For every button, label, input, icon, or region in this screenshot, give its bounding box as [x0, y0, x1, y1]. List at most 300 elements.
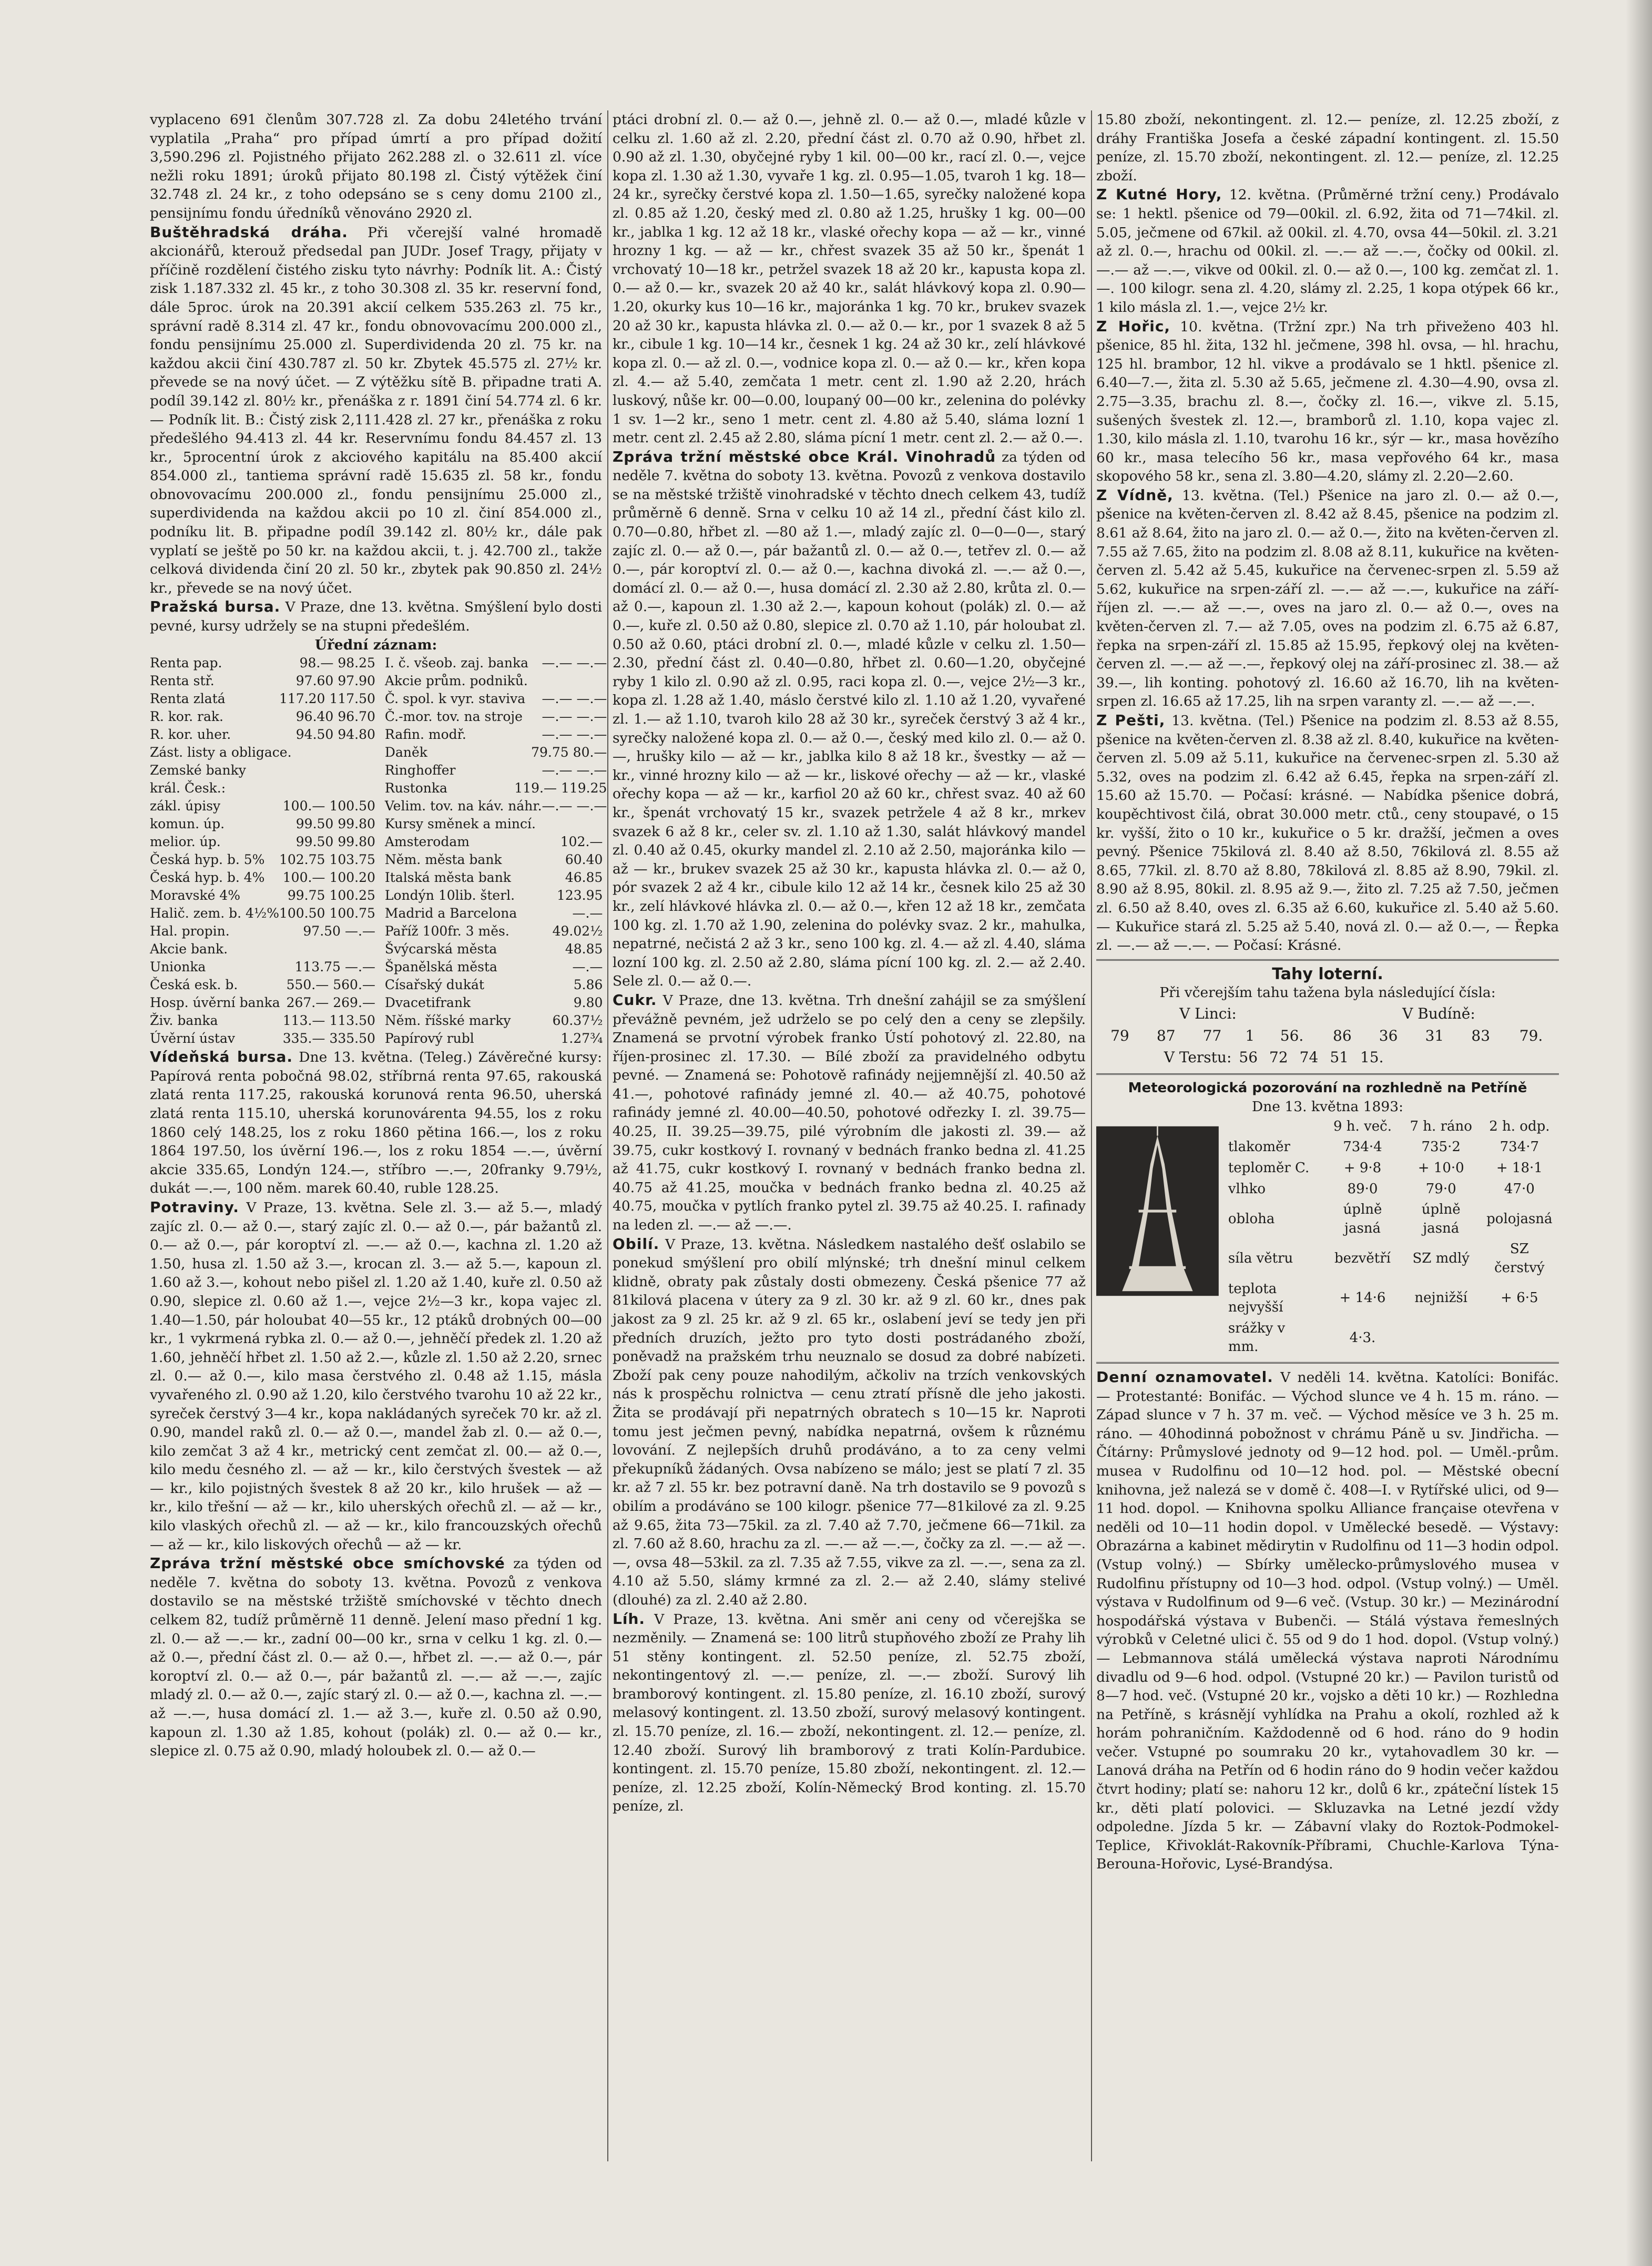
article-obilí: [613, 1235, 1086, 1610]
section-heading: Pražská bursa.: [150, 598, 281, 616]
meteo-corner: [1224, 1116, 1323, 1137]
exchange-row: [385, 672, 607, 690]
exchange-row: [385, 708, 607, 726]
divider: [1096, 1073, 1559, 1075]
security-name: melior. úp.: [150, 834, 221, 850]
security-prices: [603, 815, 607, 833]
article-text: Při včerejší valné hromadě akcionářů, kterouž předsedal pan JUDr. Josef Tragy, přijaty v příčině rozdělení čistého zisku tyto návrhy: Podník lit. A.: Čistý zisk 1.187.332 zl. 45 kr., z toho 30.308 zl. 35 kr. reservní fond, dále 5proc. úrok na 20.391 akcií celkem 535.263 zl. 75 kr., správní radě 8.314 zl. 47 kr., fondu obnovovacímu 200.000 zl., fondu pensijnímu 25.000 zl. Superdividenda 20 zl. 75 kr. na každou akcii činí 430.787 zl. 50 kr. Zbytek 45.575 zl. 27½ kr. převede se na nový účet. — Z výtěžku sítě B. připadne trati A. podíl 39.142 zl. 80½ kr., přenáška z r. 1891 činí 54.774 zl. 6 kr. — Podník lit. B.: Čistý zisk 2,111.428 zl. 27 kr., přenáška z roku předešlého 94.413 zl. 44 kr. Reservnímu fondu 84.457 zl. 13 kr., 5procentní úrok z akciového kapitálu na 85.400 akcií 854.000 zl., tantiema správní radě 15.635 zl. 58 kr., fondu obnovovacímu 200.000 zl., fondu pensijnímu 25.000 zl., superdividenda na každou akcii po 10 zl. činí 854.000 zl., podníku lit. B. připadne podíl 39.142 zl. 80½ kr., dále pak vyplatí se ještě po 50 kr. na každou akcii, t. j. 42.700 zl., takže celková dividenda činí 20 zl. 50 kr., zbytek pak 90.850 zl. 24½ kr., převede se na nový účet.: [150, 224, 603, 596]
security-prices: [603, 672, 607, 690]
price-bid: 60.37½: [552, 1013, 603, 1029]
security-prices: [565, 940, 607, 958]
security-name: Paříž 100fr. 3 měs.: [384, 923, 509, 939]
exchange-row: [150, 815, 375, 833]
security-prices: [561, 1030, 607, 1048]
security-name: Kursy směnek a mincí.: [384, 816, 536, 832]
price-bid: 99.75: [287, 888, 325, 903]
lottery-number: 15.: [1360, 1049, 1384, 1066]
price-bid: 102.—: [560, 834, 603, 850]
meteo-table: [1224, 1116, 1559, 1358]
price-bid: 100.—: [282, 798, 325, 814]
price-ask: 98.25: [338, 655, 375, 671]
article-text: V Praze, dne 13. května. Smýšlení bylo dosti pevné, kursy udržely se na stupni předešlém.: [150, 599, 602, 635]
exchange-row: [150, 869, 375, 887]
article-text: V neděli 14. května. Katolíci: Bonifác. — Protestanté: Bonifác. — Východ slunce ve 4 h. 15 m. ráno. — Západ slunce v 7 h. 37 m. več. — Východ měsíce ve 3 h. 25 m. ráno. — 40hodinná pobožnost v chrámu Páně u sv. Jindřicha. — Čítárny: Průmyslové jednoty od 9—12 hod. pol. — Uměl.-prům. musea v Rudolfinu od 10—12 hod. pol. — Městské obecní knihovna, jež nalezá se v domě č. 408—I. v Rytířské ulici, od 9—11 hod. dopol. — Knihovna spolku Alliance française otevřena v neděli od 10—11 hodin dopol. v Umělecké besedě. — Výstavy: Obrazárna a kabinet mědirytin v Rudolfinu od 11—3 hodin odpol. (Vstup volný.) — Sbírky umělecko-průmyslového musea v Rudolfinu přístupny od 10—3 hod. odpol. (Vstup volný.) — Uměl. výstava v Rudolfinum od 9—6 več. (Vstup. 30 kr.) — Mezinárodní hospodářská výstava v Bubenči. — Stálá výstava řemeslných výrobků v Celetné ulici č. 55 od 9 do 1 hod. dopol. (Vstup volný.) — Lebmannova stálá umělecká výstava naproti Národnímu divadlu od 9—6 hod. odpol. (Vstupné 20 kr.) — Pavilon turistů od 8—7 hod. več. (Vstupné 20 kr., vojsko a děti 10 kr.) — Rozhledna na Petříně, s krásnějí vyhlídka na Prahu a okolí, rozhled až k horám pohraničním. Každodenně od 6 hod. ráno do 9 hodin večer. Vstupné po soumraku 20 kr., vytahovadlem 30 kr. — Lanová dráha na Petřín od 6 hodin ráno do 9 hodin večer každou čtvrt hodiny; platí se: nahoru 12 kr., dolů 6 kr., zpáteční lístek 15 kr., děti platí polovici. — Skluzavka na Letné jezdí vždy odpoledne. Jízda 5 kr. — Zábavní vlaky do Roztok-Podmokel-Teplice, Křivoklát-Rakovník-Příbrami, Chuchle-Karlova Týna-Berouna-Hořovic, Lysé-Brandýsa.: [1096, 1369, 1559, 1873]
exchange-row: [385, 958, 607, 976]
security-name: Renta stř.: [150, 673, 215, 689]
security-prices: [557, 887, 607, 905]
price-bid: 117.20: [279, 691, 325, 707]
security-name: Italská města bank: [384, 870, 511, 886]
price-ask: 269.—: [333, 995, 375, 1011]
meteo-value: 734·7: [1500, 1139, 1539, 1155]
section-heading: Obilí.: [613, 1235, 660, 1253]
exchange-table: [150, 654, 607, 1048]
security-prices: [574, 994, 607, 1012]
exchange-row: [150, 654, 375, 672]
price-ask: 103.75: [329, 852, 375, 868]
security-name: Rafin. modř.: [384, 727, 466, 743]
section-heading: Z Hořic,: [1096, 317, 1171, 335]
security-name: Č.-mor. tov. na stroje: [384, 709, 523, 725]
meteo-value: 734·4: [1343, 1139, 1382, 1155]
exchange-row: [385, 922, 607, 940]
exchange-row: [385, 690, 607, 708]
meteo-label: tlakoměr: [1228, 1139, 1290, 1155]
meteo-value: + 18·1: [1496, 1160, 1543, 1176]
lottery-table: [1096, 1002, 1559, 1069]
price-ask: 113.50: [329, 1013, 375, 1029]
exchange-row: [150, 994, 375, 1012]
price-bid: 335.—: [282, 1031, 325, 1046]
lottery-number: 56.: [1280, 1027, 1304, 1044]
meteo-row: [1224, 1239, 1559, 1278]
price-bid: —.—: [542, 655, 573, 671]
security-name: Dvacetifrank: [384, 995, 471, 1011]
meteo-value: + 9·8: [1343, 1160, 1382, 1176]
meteo-value: úplně jasná: [1343, 1202, 1382, 1236]
exchange-row: [150, 1012, 375, 1030]
price-bid: —.—: [542, 763, 573, 778]
price-bid: 1.27¾: [560, 1031, 603, 1046]
article-text: V Praze, 13. května. Ani směr ani ceny od včerejška se nezměnily. — Znamená se: 100 litrů stupňového zboží ze Prahy lih 51 stěny kontingent. zl. 52.50 peníze, zl. 52.75 zboží, nekontingentový zl. —.— peníze, zl. —.— zboží. Surový lih bramborový kontingent. zl. 15.80 peníze, zl. 16.10 zboží, surový melasový kontingent. zl. 13.50 zboží, surový melasový kontingent. zl. 15.70 peníze, zl. 16.— zboží, nekontingent. zl. 12.— peníze, zl. 12.40 zboží. Surový lih bramborový z trati Kolín-Pardubice. kontingent. zl. 15.70 peníze, 15.80 zboží, nekontingent. zl. 12.— peníze, zl. 12.25 zboží, Kolín-Německý Brod konting. zl. 15.70 peníze, zl.: [613, 1611, 1086, 1815]
meteo-value: + 14·6: [1339, 1290, 1386, 1306]
exchange-row: [150, 726, 375, 744]
price-bid: 49.02½: [552, 923, 603, 939]
exchange-row: [385, 1030, 607, 1048]
security-prices: [296, 833, 375, 851]
price-bid: —.—: [542, 798, 573, 814]
security-name: Londýn 10lib. šterl.: [384, 888, 515, 903]
price-ask: —.—: [576, 655, 607, 671]
security-name: Ringhoffer: [384, 763, 456, 778]
security-prices: [279, 690, 375, 708]
price-ask: 119.25: [560, 780, 607, 796]
price-bid: 60.40: [565, 852, 603, 868]
meteo-label: srážky v mm.: [1228, 1320, 1286, 1355]
meteo-value: 47·0: [1504, 1181, 1535, 1197]
article-potraviny: [150, 1198, 602, 1554]
exchange-row: [385, 887, 607, 905]
section-heading: Líh.: [613, 1610, 646, 1628]
exchange-row: [150, 851, 375, 869]
price-bid: —.—: [542, 691, 573, 707]
security-prices: [279, 851, 375, 869]
meteo-value: 4·3.: [1349, 1329, 1376, 1346]
price-ask: 100.50: [329, 798, 375, 814]
lottery-number: 77: [1202, 1027, 1222, 1044]
lottery-subtitle: Při včerejším tahu tažena byla následující čísla:: [1159, 984, 1496, 1001]
meteo-value: úplně jasná: [1421, 1202, 1461, 1236]
price-bid: —.—: [572, 959, 603, 975]
price-bid: 99.50: [295, 816, 334, 832]
security-name: Renta zlatá: [150, 691, 226, 707]
security-prices: [572, 905, 607, 922]
article-smíchov-market: [150, 1554, 602, 1761]
lottery-number: 79: [1110, 1027, 1129, 1044]
divider: [1096, 1362, 1559, 1364]
security-prices: [296, 708, 375, 726]
lottery-linec-label: V Linci:: [1179, 1004, 1237, 1022]
section-heading: Cukr.: [613, 991, 657, 1009]
meteo-block: [1096, 1116, 1559, 1358]
price-bid: 97.50: [303, 923, 341, 939]
price-bid: 102.75: [279, 852, 325, 868]
price-ask: 560.—: [333, 977, 375, 993]
price-ask: —.—: [576, 691, 607, 707]
security-name: král. Česk.:: [150, 780, 226, 796]
exchange-row: [385, 815, 607, 833]
price-ask: 117.50: [329, 691, 375, 707]
article-pešť: [1096, 711, 1559, 955]
security-prices: [572, 958, 607, 976]
security-name: Císařský dukát: [384, 977, 484, 993]
price-bid: 99.50: [295, 834, 334, 850]
price-ask: 335.50: [329, 1031, 375, 1046]
exchange-row: [385, 654, 607, 672]
article-text: 13. května. (Tel.) Pšenice na jaro zl. 0.— až 0.—, pšenice na květen-červen zl. 8.42 až 8.45, pšenice na podzim zl. 8.61 až 8.64, žito na jaro zl. 0.— až 0.—, žito na květen-červen zl. 7.55 až 7.65, žito na podzim zl. 8.08 až 8.11, kukuřice na květen-červen zl. 5.42 až 5.45, kukuřice na červenec-srpen zl. 5.59 až 5.62, kukuřice na srpen-září zl. —.— až —.—, kukuřice na září-říjen zl. —.— až —.—, oves na jaro zl. 0.— až 0.—, oves na květen-červen zl. 7.— až 7.05, oves na podzim zl. 6.75 až 6.87, řepka na srpen-září zl. 15.85 až 15.95, řepkový olej na květen-červen zl. —.— až —.—, řepkový olej na září-prosinec zl. 38.— až 39.—, lih konting. pohotový zl. 16.60 až 16.70, lih na květen-srpen zl. 16.65 až 17.25, lih na srpen varanty zl. —.— až —.—.: [1096, 487, 1559, 710]
price-bid: —.—: [542, 727, 573, 743]
exchange-row: [150, 672, 375, 690]
security-prices: [294, 958, 375, 976]
price-ask: —.—: [344, 923, 375, 939]
section-heading: Z Kutné Hory,: [1096, 186, 1222, 204]
exchange-row: [150, 887, 375, 905]
article-text: 15.80 zboží, nekontingent. zl. 12.— peníze, zl. 12.25 zboží, z dráhy Františka Josefa a české západní kontingent. zl. 15.50 peníze, zl. 15.70 zboží, nekontingent. zl. 12.— peníze, zl. 12.25 zboží.: [1096, 111, 1559, 184]
article-text: V Praze, 13. května. Následkem nastalého dešť oslabilo se ponekud smýšlení pro obilí mlýnské; trh dnešní minul celkem klidně, obraty pak zůstaly dosti obmezeny. Česká pšenice 77 až 81kilová placena v útery za 9 zl. 30 kr. až 9 zl. 60 kr., dnes pak jakost za 9 zl. 25 kr. až 9 zl. 65 kr., oslabení jeví se tedy jen při předních druzích, ježto pro tyto dosti postrádaného zboží, poněvadž na pražském trhu neuznalo se dosud za dobré nabízeti. Zboží pak ceny pouze nahodilým, ačkoliv na trzích venkovských nás k prospěchu rolnictva — cenu ztratí přísně dle jeho jakosti. Žita se prodávají při nepatrných obratech s 10—15 kr. Naproti tomu jest ječmen pevný, nabídka nepatrná, ovšem k různému lovování. Z nejlepších druhů prodáváno, a to za ceny velmi překupníků žádaných. Ovsa nabízeno se málo; jest se platí 7 zl. 35 kr. až 7 zl. 55 kr. bez potravní daně. Na trh dostavilo se 9 povozů s obilím a prodáváno se 100 kilogr. pšenice 77—81kilové za zl. 9.25 až 9.65, žita 73—75kil. za zl. 7.40 až 7.70, ječmene 66—71kil. za zl. 7.60 až 8.60, hrachu za zl. —.— až —.—, čočky za zl. —.— až —.—, ovsa 48—53kil. za zl. 7.35 až 7.55, vikve za zl. —.—, sena za zl. 4.10 až 5.50, slámy krmné za zl. 2.— až 2.40, slámy stelivé (dlouhé) za zl. 2.40 až 2.80.: [613, 1236, 1086, 1608]
security-prices: [514, 779, 607, 797]
meteo-row: [1224, 1179, 1559, 1200]
security-prices: [371, 779, 375, 797]
security-name: Rustonka: [384, 780, 447, 796]
security-prices: [542, 654, 607, 672]
meteo-date: Dne 13. května 1893:: [1251, 1099, 1403, 1115]
security-name: Akcie bank.: [150, 941, 228, 957]
security-prices: [300, 654, 375, 672]
security-prices: [303, 922, 375, 940]
section-heading: Zpráva tržní městské obce Král. Vinohradů: [613, 448, 996, 465]
security-prices: [542, 761, 607, 779]
lottery-number: 56: [1239, 1049, 1258, 1066]
exchange-row: [150, 690, 375, 708]
price-ask: 94.80: [338, 727, 375, 743]
price-bid: 96.40: [295, 709, 334, 725]
column-rule: [1091, 110, 1092, 2161]
price-bid: 100.50: [279, 906, 325, 921]
meteo-title: Meteorologická pozorování na rozhledně na Petříně: [1128, 1080, 1527, 1096]
meteo-label: obloha: [1228, 1211, 1275, 1227]
exchange-row: [385, 833, 607, 851]
page-edge-shadow: [1626, 0, 1652, 2266]
lottery-number: 1: [1245, 1027, 1255, 1044]
price-bid: 113.—: [282, 1013, 325, 1029]
exchange-row: [150, 976, 375, 994]
meteo-col-header: 2 h. odp.: [1489, 1118, 1550, 1134]
security-prices: [531, 744, 607, 761]
article-text: za týden od neděle 7. května do soboty 13. května. Povozů z venkova dostavilo se na městské tržiště vinohradské v těchto dnech celkem 43, tudíž průměrně 6 denně. Srna v celku 10 až 14 zl., přední část kilo zl. 0.70—0.80, hřbet zl. —80 až 1.—, mladý zajíc zl. 0—0—0—, starý zajíc zl. 0.— až 0.—, pár bažantů zl. 0.— až 0.—, tetřev zl. 0.— až 0.—, pár koroptví zl. 0.— až 0.—, kachna divoká zl. —.— až 0.—, domácí zl. 0.— až 0.—, husa domácí zl. 2.30 až 2.80, krůta zl. 0.— až 0.—, kapoun zl. 1.30 až 2.—, kapoun kohout (polák) zl. 0.— až 0.—, kuře zl. 0.50 až 0.80, slepice zl. 0.70 až 1.10, pár holoubat zl. 0.50 až 0.60, ptáci drobní zl. 0.—, mladé kůzle v celku zl. 1.50—2.30, přední část zl. 0.40—0.80, hřbet zl. 0.60—1.20, obyčejné ryby 1 kilo zl. 0.90 až zl. 0.95, raci kopa zl. 0.—, vejce 2½—3 kr., kopa zl. 1.28 až 1.40, máslo čerstvé kilo zl. 1.10 až 1.20, vyvařené zl. 1.— až 1.10, tvaroh kilo 28 až 30 kr., syreček čerstvý 3 až 4 kr., syrečky naložené kopa zl. 0.— až 0.—, český med kilo zl. 0.— až 0.—, hrušky kilo — až — kr., jablka kilo 8 až 18 kr., švestky — až — kr., vinné hrozny kilo — až — kr., liskové ořechy — až — kr., vlaské ořechy kopa — až — kr., karfiol 20 až 60 kr., chřest svaz. 40 až 60 kr., špenát vrchovatý 15 kr., svazek petržele 4 až 8 kr., mrkev svazek 6 až 8 kr., celer sv. zl. 1.10 až 1.30, salát hlávkový mandel zl. 0.40 až 0.45, okurky mandel zl. 2.10 až 2.50, majoránka kilo — až — kr., brukev svazek 25 až 30 kr., kapusta hlávka zl. 0.— až 0, pór svazek 2 až 4 kr., cibule kilo 12 až 14 kr., česnek kilo 25 až 30 kr., zelí hlávkové hlávka zl. 0.— až 0.—, křen 12 až 18 kr., zemčata 100 kg. zl. 1.70 až 1.90, zelenina do polévky svaz. 2 kr., mahulka, nepatrné, nečistá 2 až 3 kr., seno 100 kg. zl. 4.— až zl. 4.40, sláma lozní 100 kg. zl. 2.50 až 2.80, sláma pícní 100 kg. zl. 2.— až 2.40. Sele zl. 0.— až 0.—.: [613, 449, 1086, 990]
meteo-row: [1224, 1158, 1559, 1179]
security-name: I. č. všeob. zaj. banka: [384, 655, 529, 671]
security-prices: [296, 672, 375, 690]
price-bid: 113.75: [294, 959, 341, 975]
article-text: 12. května. (Průměrné tržní ceny.) Prodávalo se: 1 hektl. pšenice od 79—00kil. zl. 6.92, žita od 71—74kil. zl. 5.05, ječmene od 67kil. až 00kil. zl. 4.70, ovsa 44—50kil. zl. 3.21 až zl. 0.—, hrachu od 00kil. zl. —.— až —.—, čočky od 00kil. zl. —.— až —.—, vikve od 00kil. zl. 0.— až 0.—, 100 kg. zemčat zl. 1.—. 100 kilogr. sena zl. 4.20, slámy zl. 2.25, 1 kopa otýpek 66 kr., 1 kilo másla zl. 1.—, vejce 2½ kr.: [1096, 187, 1559, 316]
security-name: zákl. úpisy: [150, 798, 221, 814]
section-heading: Potraviny.: [150, 1198, 239, 1216]
price-ask: 100.75: [329, 906, 375, 921]
security-prices: [279, 905, 375, 922]
security-prices: [565, 851, 607, 869]
meteo-value: [1402, 1318, 1480, 1358]
exchange-row: [385, 726, 607, 744]
lottery-number: 51: [1330, 1049, 1349, 1066]
meteo-value: 735·2: [1421, 1139, 1461, 1155]
price-ask: —.—: [576, 727, 607, 743]
price-ask: —.—: [344, 959, 375, 975]
table-title: Úřední záznam:: [314, 636, 437, 653]
article-text: ptáci drobní zl. 0.— až 0.—, jehně zl. 0.— až 0.—, mladé kůzle v celku zl. 1.60 až zl. 2.20, přední část zl. 0.70 až 0.90, hřbet zl. 0.90 až zl. 1.30, obyčejné ryby 1 kil. 00—00 kr., rací zl. 0.—, vejce kopa zl. 1.30 až 1.30, vyvaře 1 kg. zl. 0.95—1.05, tvaroh 1 kg. 18—24 kr., syrečky čerstvé kopa zl. 1.50—1.65, syrečky naložené kopa zl. 0.85 až 1.20, český med zl. 0.80 až 1.25, hrušky 1 kg. 00—00 kr., jablka 1 kg. 12 až 18 kr., vlaské ořechy kopa — až — kr., vinné hrozny 1 kg. — až — kr., chřest svazek 35 až 50 kr., špenát 1 vrchovatý 10—18 kr., petržel svazek 18 až 20 kr., kapusta kopa zl. 0.— až 0.— kr., svazek 20 až 40 kr., salát hlávkový kopa zl. 0.90—1.20, okurky kus 10—16 kr., majoránka 1 kg. 70 kr., brukev svazek 20 až 30 kr., kapusta hlávka zl. 0.— až 0.— kr., por 1 svazek 8 až 5 kr., cibule 1 kg. 10—14 kr., česnek 1 kg. 24 až 30 kr., zelí hlávkové kopa zl. 0.— až zl. 0.—, vodnice kopa zl. 0.— až 0.— kr., křen kopa zl. 4.— až 5.40, zemčata 1 metr. cent zl. 1.90 až 2.20, hrách luskový, nůše kr. 00—0.00, loupaný 00—00 kr., zelenina do polévky 1 sv. 1—2 kr., seno 1 metr. cent zl. 4.80 až 5.40, sláma lozní 1 metr. cent zl. 2.45 až 2.80, sláma pícní 1 metr. cent zl. 2.— až 0.—.: [613, 111, 1086, 446]
price-bid: 79.75: [531, 745, 569, 760]
security-prices: [553, 1012, 607, 1030]
security-name: Zást. listy a obligace.: [150, 745, 292, 760]
price-bid: 5.86: [573, 977, 603, 993]
security-prices: [574, 976, 607, 994]
exchange-row: [150, 708, 375, 726]
meteo-row: [1224, 1318, 1559, 1358]
article-vídeň: [1096, 486, 1559, 711]
exchange-row: [150, 761, 375, 779]
article-cukr: [613, 991, 1086, 1235]
security-prices: [371, 744, 375, 761]
security-name: Něm. říšské marky: [384, 1013, 511, 1029]
article-kutná-hora: [1096, 185, 1559, 317]
meteo-value: SZ mdlý: [1412, 1251, 1470, 1267]
exchange-row: [150, 958, 375, 976]
meteo-value: 89·0: [1347, 1181, 1378, 1197]
security-name: Moravské 4%: [150, 888, 241, 903]
security-name: Hal. propin.: [150, 923, 230, 939]
meteo-label: teploměr C.: [1228, 1160, 1310, 1176]
price-bid: 97.60: [295, 673, 334, 689]
column-rule: [607, 110, 608, 2161]
security-prices: [542, 690, 607, 708]
article-text: 13. května. (Tel.) Pšenice na podzim zl. 8.53 až 8.55, pšenice na květen-červen zl. 8.38 až zl. 8.40, kukuřice na květen-červen zl. 5.09 až 5.11, kukuřice na červenec-srpen zl. 5.30 až 5.32, oves na podzim zl. 6.42 až 6.45, řepka na srpen-září zl. 15.60 až 15.70. — Počasí: krásné. — Nabídka pšenice dobrá, koupěchtivost čilá, obrat 30.000 metr. ctů., ceny stoupavé, o 15 kr. vyšší, žito o 10 kr., kukuřice o 5 kr. dražší, ječmen a oves pevný. Pšenice 75kilová zl. 8.40 až 8.50, 76kilová zl. 8.55 až 8.65, 77kil. zl. 8.70 až 8.80, 78kilová zl. 8.85 až 8.90, 79kil. zl. 8.90 až 8.95, 80kil. zl. 8.95 až 9.—, žito zl. 7.25 až 7.50, ječmen zl. 6.50 až 8.40, oves zl. 6.35 až 6.60, kukuřice zl. 5.40 až 5.60. — Kukuřice stará zl. 5.25 až 5.40, nová zl. 0.— až 0.—, — Řepka zl. —.— až —.—. — Počasí: Krásné.: [1096, 713, 1559, 954]
exchange-row: [385, 994, 607, 1012]
security-prices: [296, 726, 375, 744]
lottery-number: 87: [1156, 1027, 1176, 1044]
price-ask: 80.—: [573, 745, 607, 760]
security-name: Živ. banka: [150, 1013, 218, 1029]
security-prices: [283, 797, 375, 815]
lottery-title: Tahy loterní.: [1272, 964, 1383, 983]
column-3: [1096, 110, 1559, 1874]
lottery-number: 83: [1471, 1027, 1491, 1044]
meteo-value: polojasná: [1486, 1211, 1553, 1227]
petrin-tower-illustration: [1096, 1116, 1219, 1306]
exchange-row: [150, 779, 375, 797]
security-name: Daněk: [384, 745, 427, 760]
meteo-col-header: 7 h. ráno: [1410, 1118, 1472, 1134]
security-name: Velim. tov. na káv. náhr.: [384, 798, 542, 814]
lottery-number: 86: [1333, 1027, 1352, 1044]
security-prices: [371, 940, 375, 958]
divider: [1096, 959, 1559, 961]
meteo-col-header: 9 h. več.: [1333, 1118, 1392, 1134]
section-heading: Zpráva tržní městské obce smíchovské: [150, 1554, 505, 1572]
article-denní-oznamovatel: [1096, 1368, 1559, 1874]
security-name: Akcie prům. podniků.: [384, 673, 528, 689]
exchange-row: [385, 976, 607, 994]
security-name: Unionka: [150, 959, 206, 975]
exchange-row: [385, 1012, 607, 1030]
security-name: Úvěrní ústav: [150, 1031, 235, 1046]
meteo-label: vlhko: [1228, 1181, 1266, 1197]
lottery-budin-label: V Budíně:: [1402, 1004, 1475, 1022]
section-heading: Denní oznamovatel.: [1096, 1368, 1273, 1386]
article-pražská-bursa: [150, 597, 602, 635]
security-prices: [287, 994, 375, 1012]
meteo-row: [1224, 1200, 1559, 1239]
security-name: Něm. města bank: [384, 852, 502, 868]
security-name: Česká hyp. b. 5%: [150, 852, 265, 868]
price-bid: 550.—: [286, 977, 329, 993]
price-bid: —.—: [572, 906, 603, 921]
exchange-row: [385, 797, 607, 815]
price-ask: 96.70: [338, 709, 375, 725]
column-1: [150, 110, 607, 1761]
security-prices: [283, 1012, 375, 1030]
lottery-number: 74: [1299, 1049, 1319, 1066]
security-prices: [542, 797, 607, 815]
exchange-row: [150, 905, 375, 922]
security-prices: [553, 922, 607, 940]
price-ask: 100.20: [329, 870, 375, 886]
exchange-row: [150, 797, 375, 815]
security-prices: [288, 887, 375, 905]
exchange-row: [385, 744, 607, 761]
exchange-table-left: [150, 654, 375, 1048]
meteo-value: 79·0: [1425, 1181, 1456, 1197]
price-ask: 100.25: [329, 888, 375, 903]
security-name: Amsterodam: [384, 834, 470, 850]
exchange-row: [385, 779, 607, 797]
security-prices: [296, 815, 375, 833]
security-name: Halič. zem. b. 4½%: [150, 906, 279, 921]
article-text: vyplaceno 691 členům 307.728 zl. Za dobu 24letého trvání vyplatila „Praha“ pro případ úmrtí a pro případ dožití 3,590.296 zl. Pojistného přijato 262.288 zl. o 32.611 zl. více nežli roku 1891; úroků přijato 80.198 zl. Čistý výtěžek činí 32.748 zl. 24 kr., z toho odepsáno se s ceny domu 2100 zl., pensijnímu fondu úředníků věnováno 2920 zl.: [150, 111, 602, 221]
exchange-row: [150, 1030, 375, 1048]
meteo-value: bezvětří: [1334, 1251, 1391, 1267]
exchange-row: [385, 761, 607, 779]
meteo-value: [1480, 1318, 1559, 1358]
lottery-terst-label: V Terstu:: [1164, 1049, 1232, 1066]
price-bid: 98.—: [299, 655, 334, 671]
meteo-value: + 10·0: [1418, 1160, 1464, 1176]
meteo-row: [1224, 1137, 1559, 1158]
article-vídeňská-bursa: [150, 1048, 602, 1198]
section-heading: Z Vídně,: [1096, 486, 1174, 504]
exchange-table-right: [385, 654, 607, 1048]
meteo-value: + 6·5: [1501, 1290, 1538, 1306]
lottery-number: 36: [1379, 1027, 1398, 1044]
price-ask: —.—: [576, 709, 607, 725]
meteo-value: SZ čerstvý: [1494, 1241, 1545, 1276]
security-name: Č. spol. k vyr. staviva: [384, 691, 526, 707]
security-prices: [542, 726, 607, 744]
article-text: 10. května. (Tržní zpr.) Na trh přiveženo 403 hl. pšenice, 85 hl. žita, 132 hl. ječmene, 398 hl. ovsa, — hl. hrachu, 125 hl. brambor, 12 hl. vikve a prodávalo se 1 hktl. pšenice zl. 6.40—7.—, žita zl. 5.30 až 5.65, ječmene zl. 4.30—4.90, ovsa zl. 2.75—3.35, brachu zl. 8.—, čočky zl. 16.—, vikve zl. 5.15, sušených švestek zl. 12.—, bramborů zl. 1.10, kopa vajec zl. 1.30, kilo másla zl. 1.10, tvarohu 16 kr., sýr — kr., masa hovězího 60 kr., masa telecího 56 kr., masa vepřového 64 kr., masa skopového 58 kr., sena zl. 3.80—4.20, slámy zl. 2.20—2.60.: [1096, 318, 1559, 485]
price-bid: 48.85: [565, 941, 603, 957]
exchange-row: [385, 851, 607, 869]
exchange-row: [150, 922, 375, 940]
meteo-header-row: [1224, 1116, 1559, 1137]
section-heading: Vídeňská bursa.: [150, 1048, 293, 1066]
security-prices: [542, 708, 607, 726]
article-vinohrady-market: [613, 448, 1086, 991]
article-text: Dne 13. května. (Teleg.) Závěrečné kursy: Papírová renta pobočná 98.02, stříbrná renta 97.65, rakouská zlatá renta 117.25, rakouská korunová renta 96.50, uherská zlatá renta 115.10, uherská korunovárenta 94.55, los z roku 1860 celý 148.25, los z roku 1860 pětina 166.—, los z roku 1864 197.50, los úvěrní 196.—, los z roku 1854 —.—, úvěrní akcie 335.65, Londýn 124.—, stříbro —.—, 20franky 9.79½, dukát —.—, 100 něm. marek 60.40, ruble 128.25.: [150, 1049, 602, 1197]
section-heading: Z Pešti,: [1096, 712, 1166, 729]
security-prices: [287, 976, 375, 994]
price-ask: —.—: [576, 763, 607, 778]
exchange-row: [385, 905, 607, 922]
column-2: [613, 110, 1086, 1816]
price-bid: 46.85: [565, 870, 603, 886]
article-text: V Praze, dne 13. května. Trh dnešní zahájil se za smýšlení převážně pevném, jež udrželo se po celý den a ceny se zlepšily. Znamená se prvotní výrobek franko Ústí pohotový zl. 22.80, na říjen-prosinec zl. 17.30. — Bílé zboží za pravidelného odbytu pevné. — Znamená se: Pohotově rafinády nejjemnější zl. 40.50 až 41.—, pohotové rafinády jemné zl. 40.— až 40.75, pohotové rafinády jemné zl. 40.00—40.50, pohotové odřezky I. zl. 39.75—40.25, II. 39.25—39.75, pilé výrobním dle jakosti zl. 39.— až 39.75, cukr kostkový I. rovnaný v bednách franko bedna zl. 41.25 až 41.75, cukr kostkový I. rovnaný v bednách franko bedna zl. 40.75 až 41.25, moučka v bednách franko bedna zl. 40.25 až 40.75, moučka v pytlích franko pytel zl. 39.75 až 40.25. I. rafinady na leden zl. —.— až —.—.: [613, 992, 1086, 1234]
article-text: V Praze, 13. května. Sele zl. 3.— až 5.—, mladý zajíc zl. 0.— až 0.—, starý zajíc zl. 0.— až 0.—, pár bažantů zl. 0.— až 0.—, pár koroptví zl. —.— až 0.—, kachna zl. 1.20 až 1.50, husa zl. 1.50 až 3.—, krocan zl. 3.— až 5.—, kapoun zl. 1.60 až 3.—, kohout nebo pišel zl. 1.20 až 1.40, kuře zl. 0.50 až 0.90, slepice zl. 0.60 až 1.—, vejce 2½—3 kr., kopa vajec zl. 1.40—1.50, pár holoubat 40—55 kr., 12 ptáků drobných 00—00 kr., 1 vykrmená rybka zl. 0.— až 0.—, jehněčí předek zl. 1.20 až 1.60, jehněčí hřbet zl. 1.50 až 2.—, kůzle zl. 1.50 až 2.20, srnec zl. 0.— až 0.—, kilo masa čerstvého zl. 0.48 až 1.15, másla vyvařeného zl. 0.90 až 1.20, kilo čerstvého tvarohu 10 až 22 kr., syreček čerstvý 3—4 kr., kopa nakládaných syreček 70 kr. až zl. 0.90, mandel raků zl. 0.— až 0.—, mandel žab zl. 0.— až 0.—, kilo zemčat 3 až 4 kr., metrický cent zemčat zl. 00.— až 0.—, kilo medu česného zl. — až — kr., kilo čerstvých švestek — až — kr., kilo pojistných švestek 8 až 20 kr., kilo hrušek — až — kr., kilo třešní — až — kr., kilo uherských ořechů zl. — až — kr., kilo vlaských ořechů zl. — až — kr., kilo francouzských ořechů — až — kr., kilo liskových ořechů — až — kr.: [150, 1199, 602, 1553]
price-bid: 94.50: [295, 727, 334, 743]
meteo-row: [1224, 1279, 1559, 1318]
lottery-number: 79.: [1519, 1027, 1543, 1044]
price-ask: 99.80: [338, 816, 375, 832]
meteo-label: síla větru: [1228, 1251, 1293, 1267]
security-name: Česká esk. b.: [150, 977, 238, 993]
security-name: Madrid a Barcelona: [384, 906, 517, 921]
article-líh: [613, 1610, 1086, 1816]
article-hořice: [1096, 317, 1559, 486]
lottery-terst-numbers: [1236, 1047, 1558, 1068]
exchange-row: [150, 833, 375, 851]
exchange-row: [385, 940, 607, 958]
security-name: Renta pap.: [150, 655, 222, 671]
price-bid: 119.—: [514, 780, 557, 796]
price-bid: —.—: [542, 709, 573, 725]
price-bid: 9.80: [573, 995, 603, 1011]
price-bid: 100.—: [282, 870, 325, 886]
security-name: Zemské banky: [150, 763, 246, 778]
lottery-number: 31: [1425, 1027, 1444, 1044]
security-name: R. kor. uher.: [150, 727, 231, 743]
exchange-row: [150, 940, 375, 958]
security-prices: [371, 761, 375, 779]
meteo-value: nejnižší: [1414, 1290, 1468, 1306]
exchange-row: [150, 744, 375, 761]
security-name: Hosp. úvěrní banka: [150, 995, 280, 1011]
